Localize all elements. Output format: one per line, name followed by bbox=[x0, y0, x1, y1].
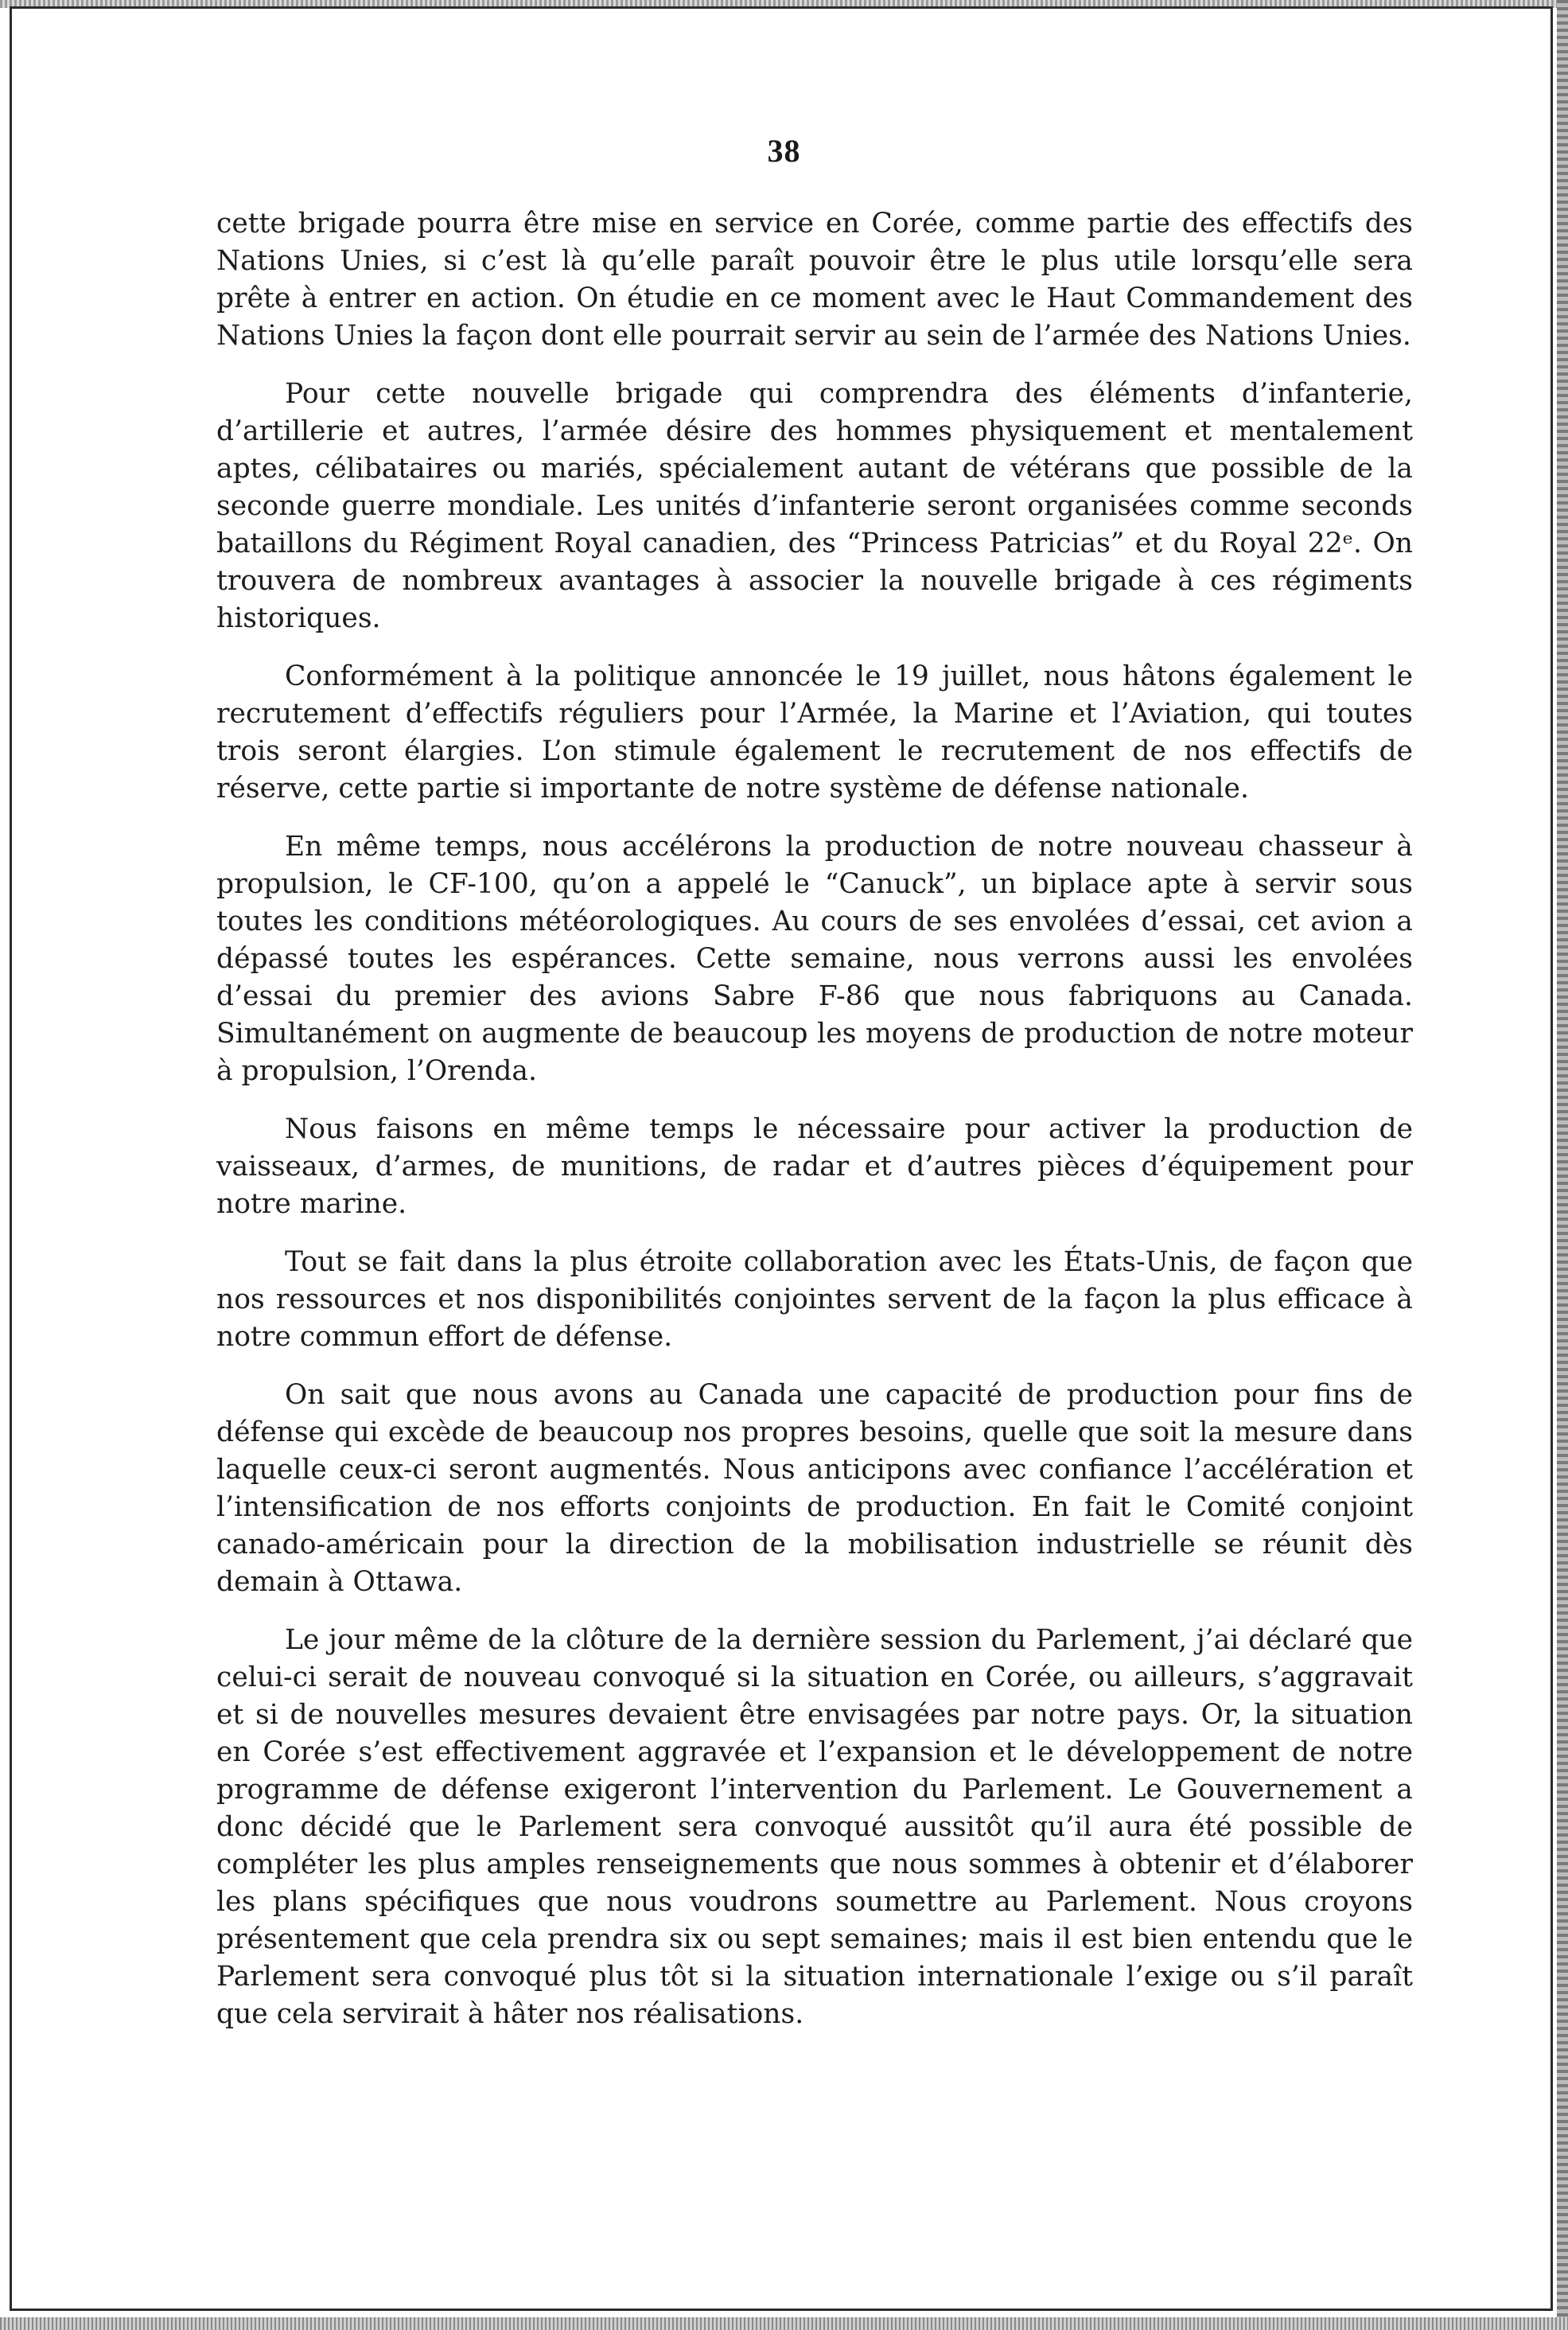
paragraph-3: Conformément à la politique annoncée le 19 juillet, nous hâtons également le recrutement d’effectifs réguliers pour l’Armée, la Marine et l’Aviation, qui toutes trois seront élargies. L’on stimule également le recrutement de nos effectifs de réserve, cette partie si importante de notre système de défense nationale. bbox=[216, 660, 1413, 805]
document-body bbox=[216, 205, 1413, 2054]
scan-edge-bottom bbox=[0, 2317, 1568, 2330]
paragraph-1: cette brigade pourra être mise en service en Corée, comme partie des effectifs des Nations Unies, si c’est là qu’elle paraît pouvoir être le plus utile lorsqu’elle sera prête à entrer en action. On étudie en ce moment avec le Haut Commandement des Nations Unies la façon dont elle pourrait servir au sein de l’armée des Nations Unies. bbox=[216, 208, 1413, 352]
paragraph-8: Le jour même de la clôture de la dernière session du Parlement, j’ai déclaré que celui-ci serait de nouveau convoqué si la situation en Corée, ou ailleurs, s’aggravait et si de nouvelles mesures devaient être envisagées par notre pays. Or, la situation en Corée s’est effectivement aggravée et l’expansion et le développement de notre programme de défense exigeront l’intervention du Parlement. Le Gouvernement a donc décidé que le Parlement sera convoqué aussitôt qu’il aura été possible de compléter les plus amples renseignements que nous sommes à obtenir et d’élaborer les plans spécifiques que nous voudrons soumettre au Parlement. Nous croyons présentement que cela prendra six ou sept semaines; mais il est bien entendu que le Parlement sera convoqué plus tôt si la situation internationale l’exige ou s’il paraît que cela servirait à hâter nos réalisations. bbox=[216, 1624, 1413, 2030]
paragraph-7: On sait que nous avons au Canada une capacité de production pour fins de défense qui excède de beaucoup nos propres besoins, quelle que soit la mesure dans laquelle ceux-ci seront augmentés. Nous anticipons avec confiance l’accélération et l’intensification de nos efforts conjoints de production. En fait le Comité conjoint canado-américain pour la direction de la mobilisation industrielle se réunit dès demain à Ottawa. bbox=[216, 1379, 1413, 1598]
paragraph-2: Pour cette nouvelle brigade qui comprendra des éléments d’infanterie, d’artillerie et autres, l’armée désire des hommes physiquement et mentalement aptes, célibataires ou mariés, spécialement autant de vétérans que possible de la seconde guerre mondiale. Les unités d’infanterie seront organisées comme seconds bataillons du Régiment Royal canadien, des “Princess Patricias” et du Royal 22ᵉ. On trouvera de nombreux avantages à associer la nouvelle brigade à ces régiments historiques. bbox=[216, 378, 1413, 634]
paragraph-6: Tout se fait dans la plus étroite collaboration avec les États-Unis, de façon que nos ressources et nos disponibilités conjointes servent de la façon la plus efficace à notre commun effort de défense. bbox=[216, 1246, 1413, 1353]
paragraph-4: En même temps, nous accélérons la production de notre nouveau chasseur à propulsion, le CF-100, qu’on a appelé le “Canuck”, un biplace apte à servir sous toutes les conditions météorologiques. Au cours de ses envolées d’essai, cet avion a dépassé toutes les espérances. Cette semaine, nous verrons aussi les envolées d’essai du premier des avions Sabre F-86 que nous fabriquons au Canada. Simultanément on augmente de beaucoup les moyens de production de notre moteur à propulsion, l’Orenda. bbox=[216, 831, 1413, 1087]
paragraph-5: Nous faisons en même temps le nécessaire pour activer la production de vaisseaux, d’armes, de munitions, de radar et d’autres pièces d’équipement pour notre marine. bbox=[216, 1113, 1413, 1220]
page-number: 38 bbox=[767, 133, 801, 169]
scan-edge-right bbox=[1557, 0, 1568, 2330]
